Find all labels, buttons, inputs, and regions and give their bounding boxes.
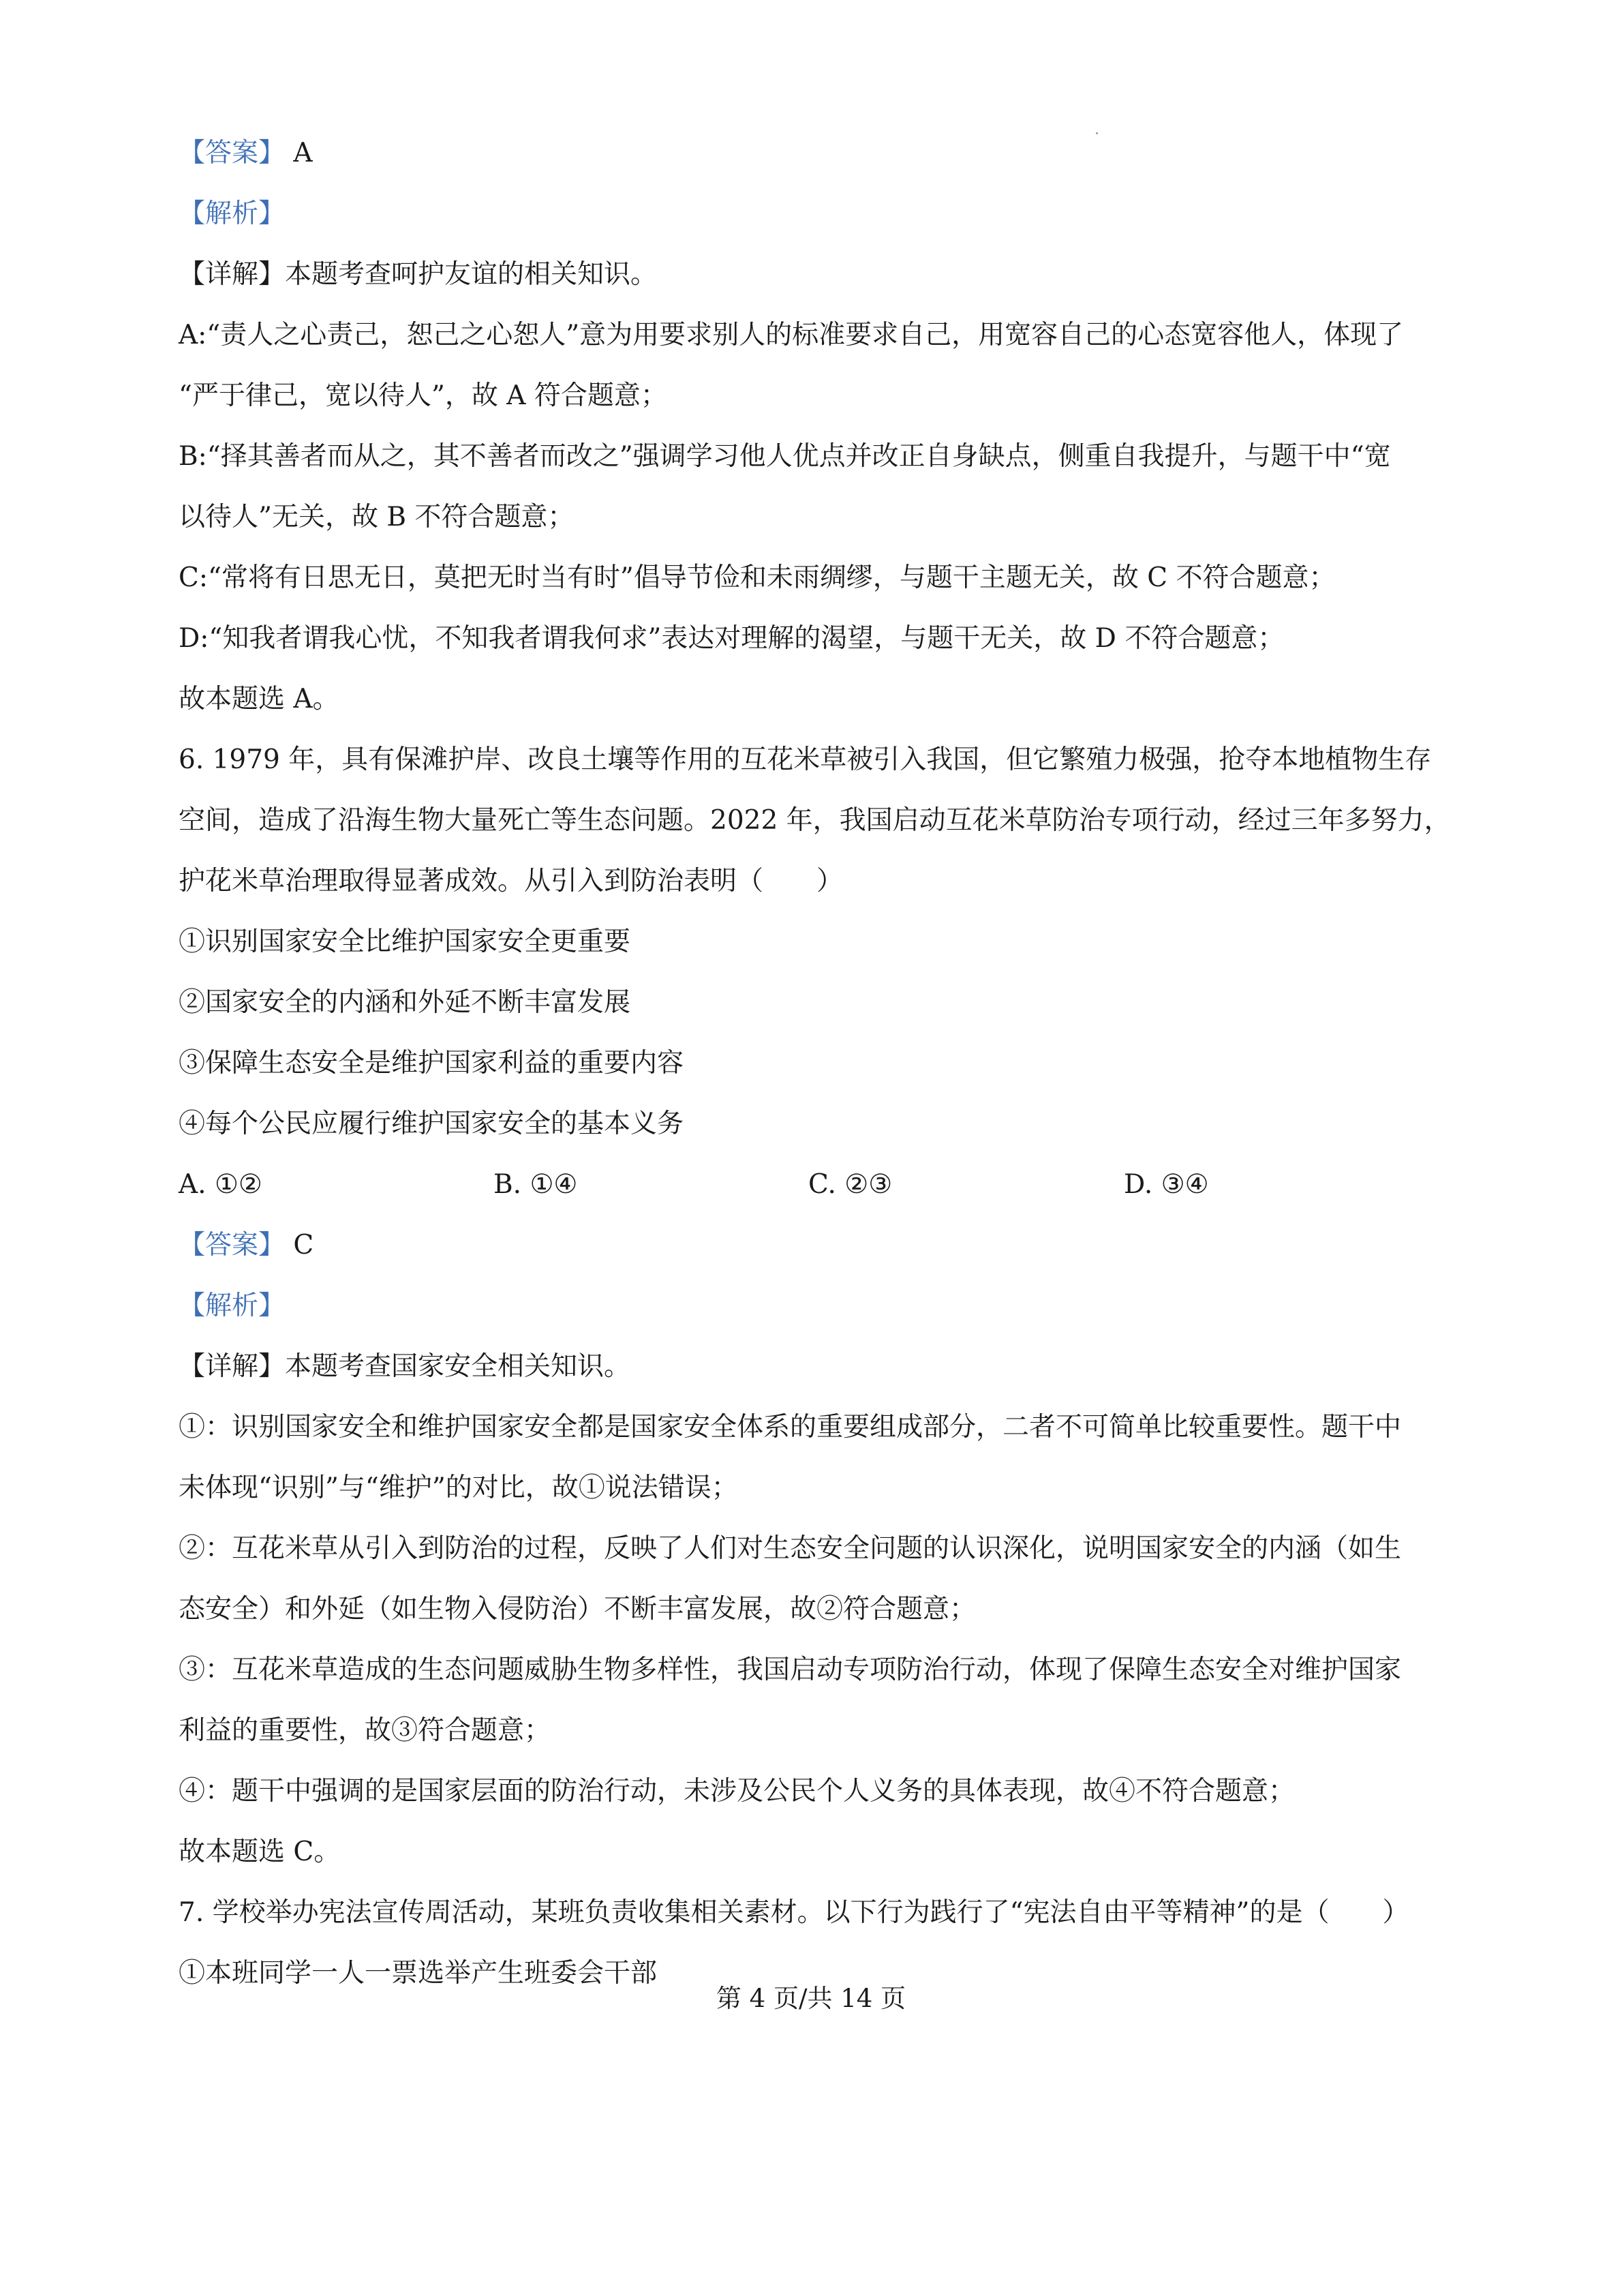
q6-statement-1: ①识别国家安全比维护国家安全更重要	[179, 926, 631, 957]
q6-statement-4: ④每个公民应履行维护国家安全的基本义务	[179, 1108, 684, 1139]
q5-line: C:“常将有日思无日，莫把无时当有时”倡导节俭和未雨绸缪，与题干主题无关，故 C 不符合题意；	[179, 562, 1336, 593]
q6-line: ②：互花米草从引入到防治的过程，反映了人们对生态安全问题的认识深化，说明国家安全的内涵（如生	[179, 1533, 1402, 1564]
detail-label: 【详解】	[179, 259, 286, 290]
q5-answer	[179, 123, 1460, 183]
q7-stem: 7. 学校举办宪法宣传周活动，某班负责收集相关素材。以下行为践行了“宪法自由平等精神”的是（ ）	[179, 1897, 1409, 1928]
analysis-label: 【解析】	[179, 1290, 286, 1321]
option-c: C. ②③	[808, 1169, 893, 1200]
q6-stem: 空间，造成了沿海生物大量死亡等生态问题。2022 年，我国启动互花米草防治专项行动，经过三年多努力，	[179, 805, 1451, 836]
q6-line: 未体现“识别”与“维护”的对比，故①说法错误；	[179, 1472, 738, 1503]
q6-analysis	[179, 1275, 1460, 1336]
q5-line: A:“责人之心责己，恕己之心恕人”意为用要求别人的标准要求自己，用宽容自己的心态宽容他人，体现了	[179, 320, 1404, 350]
q5-line: D:“知我者谓我心忧，不知我者谓我何求”表达对理解的渴望，与题干无关，故 D 不符合题意；	[179, 623, 1285, 654]
q6-detail	[179, 1336, 1460, 1397]
q6-options	[179, 1154, 1460, 1215]
q6-line: 态安全）和外延（如生物入侵防治）不断丰富发展，故②符合题意；	[179, 1594, 977, 1625]
q5-line: “严于律己，宽以待人”，故 A 符合题意；	[179, 380, 667, 411]
option-d: D. ③④	[1124, 1169, 1209, 1200]
analysis-label: 【解析】	[179, 198, 286, 229]
q6-line: ①：识别国家安全和维护国家安全都是国家安全体系的重要组成部分，二者不可简单比较重要性。题干中	[179, 1412, 1402, 1442]
detail-text: 本题考查国家安全相关知识。	[285, 1351, 631, 1382]
answer-value: A	[293, 138, 313, 168]
page-footer: 第 4 页/共 14 页	[716, 1984, 906, 2013]
q5-conclusion: 故本题选 A。	[179, 684, 339, 714]
answer-value: C	[293, 1230, 314, 1260]
option-b: B. ①④	[493, 1169, 578, 1200]
answer-label: 【答案】	[179, 1230, 286, 1260]
answer-label: 【答案】	[179, 138, 286, 168]
q6-stem: 6. 1979 年，具有保滩护岸、改良土壤等作用的互花米草被引入我国，但它繁殖力极强，抢夺本地植物生存	[179, 744, 1432, 775]
q6-statement-2: ②国家安全的内涵和外延不断丰富发展	[179, 987, 631, 1018]
page-content	[179, 123, 1460, 2004]
detail-label: 【详解】	[179, 1351, 286, 1382]
q5-detail	[179, 244, 1460, 305]
q6-answer	[179, 1215, 1460, 1275]
q5-line: B:“择其善者而从之，其不善者而改之”强调学习他人优点并改正自身缺点，侧重自我提升，与题干中“宽	[179, 441, 1391, 472]
q6-conclusion: 故本题选 C。	[179, 1837, 341, 1867]
q6-line: ④：题干中强调的是国家层面的防治行动，未涉及公民个人义务的具体表现，故④不符合题意；	[179, 1776, 1296, 1807]
q5-analysis	[179, 183, 1460, 244]
q6-stem: 护花米草治理取得显著成效。从引入到防治表明（ ）	[179, 866, 844, 896]
option-a: A. ①②	[179, 1169, 262, 1200]
q6-line: 利益的重要性，故③符合题意；	[179, 1715, 551, 1746]
q6-line: ③：互花米草造成的生态问题威胁生物多样性，我国启动专项防治行动，体现了保障生态安全对维护国家	[179, 1655, 1402, 1685]
detail-text: 本题考查呵护友谊的相关知识。	[285, 259, 658, 290]
q5-line: 以待人”无关，故 B 不符合题意；	[179, 502, 575, 532]
q7-statement-1: ①本班同学一人一票选举产生班委会干部	[179, 1958, 658, 1989]
q6-statement-3: ③保障生态安全是维护国家利益的重要内容	[179, 1048, 684, 1078]
